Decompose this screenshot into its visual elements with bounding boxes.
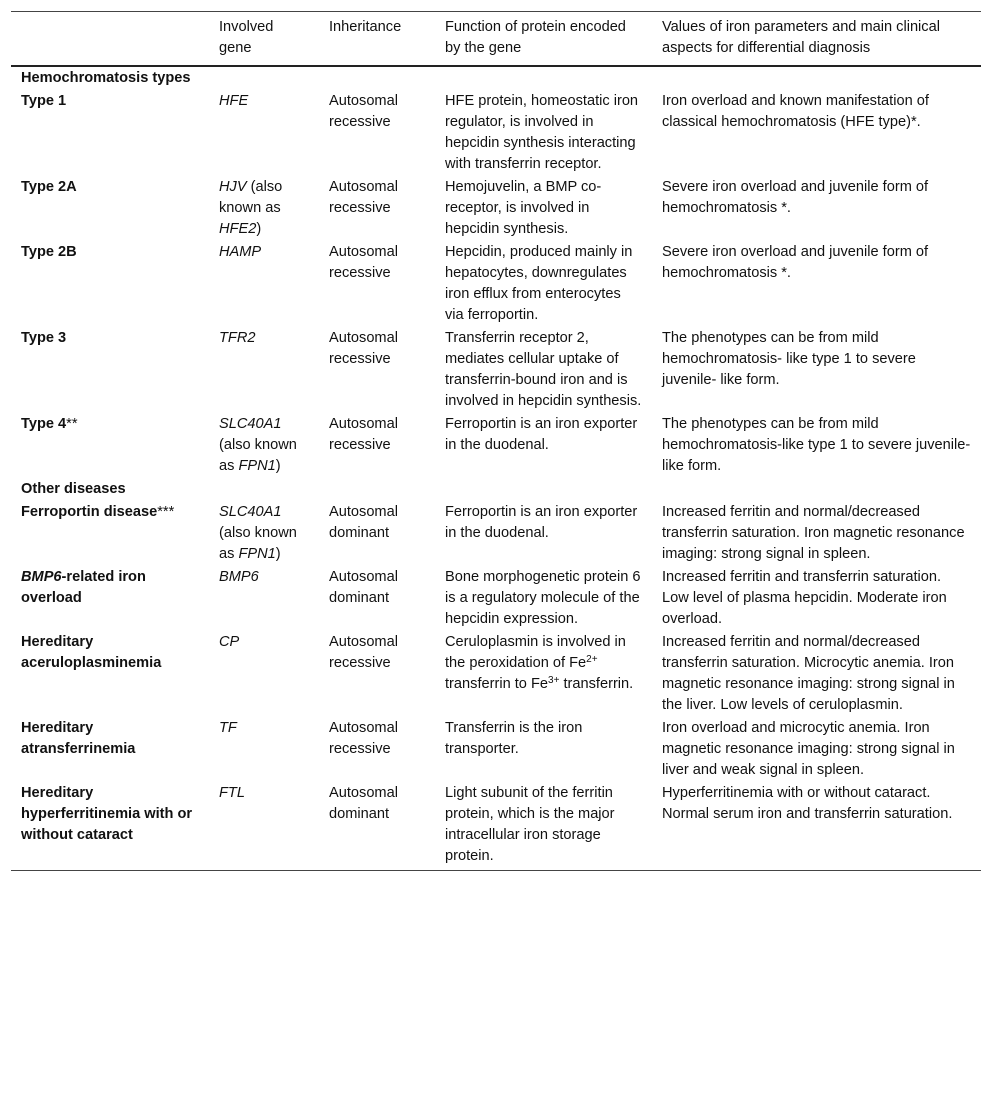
- table-row: [11, 241, 981, 327]
- table-row: [11, 327, 981, 413]
- disease-name-text: Ferroportin disease: [21, 504, 158, 520]
- protein-function: Ferroportin is an iron exporter in the duodenal.: [445, 504, 638, 541]
- disease-name: Hereditary hyperferritinemia with or without cataract: [11, 782, 209, 871]
- disease-name: Type 3: [21, 330, 67, 346]
- table-row: [11, 566, 981, 631]
- disease-name: Hereditary atransferrinemia: [21, 720, 136, 757]
- disease-name-gene: BMP6: [21, 569, 62, 585]
- header-inheritance: Inheritance: [319, 12, 435, 67]
- gene-alias-text: (also known as: [219, 525, 297, 562]
- inheritance: Autosomal recessive: [329, 720, 398, 757]
- footnote-mark: **: [66, 416, 78, 432]
- table-row: [11, 631, 981, 717]
- section-row: [11, 66, 981, 90]
- clinical-values: The phenotypes can be from mild hemochromatosis- like type 1 to severe juvenile- like form.: [662, 330, 916, 388]
- inheritance: Autosomal dominant: [319, 782, 435, 871]
- inheritance: Autosomal recessive: [329, 179, 398, 216]
- disease-name: [11, 501, 209, 566]
- protein-function: Hemojuvelin, a BMP co-receptor, is involved in hepcidin synthesis.: [445, 179, 602, 237]
- protein-function: Transferrin receptor 2, mediates cellular uptake of transferrin-bound iron and is involved in hepcidin synthesis.: [445, 330, 642, 409]
- protein-function: [435, 631, 652, 717]
- superscript: 3+: [548, 675, 560, 686]
- iron-overload-disorders-table: [11, 11, 981, 871]
- inheritance: Autosomal recessive: [329, 416, 398, 453]
- gene: CP: [219, 634, 240, 650]
- gene-alias-close: ): [256, 221, 262, 237]
- protein-function: Hepcidin, produced mainly in hepatocytes, downregulates iron efflux from enterocytes via ferroportin.: [445, 244, 633, 323]
- disease-name: Hereditary aceruloplasminemia: [21, 634, 162, 671]
- superscript: 2+: [586, 654, 598, 665]
- clinical-values: Increased ferritin and normal/decreased transferrin saturation. Microcytic anemia. Iron magnetic resonance imaging: strong signal in the liver. Low levels of ceruloplasmin.: [662, 634, 955, 713]
- table-row: [11, 501, 981, 566]
- disease-name: [11, 413, 209, 478]
- protein-function: Light subunit of the ferritin protein, which is the major intracellular iron storage protein.: [435, 782, 652, 871]
- protein-function: Ferroportin is an iron exporter in the duodenal.: [445, 416, 638, 453]
- gene: TFR2: [219, 330, 256, 346]
- clinical-values: Hyperferritinemia with or without cataract. Normal serum iron and transferrin saturation.: [652, 782, 981, 871]
- gene: BMP6: [219, 569, 259, 585]
- gene: [209, 413, 319, 478]
- gene-symbol: SLC40A1: [219, 504, 282, 520]
- gene-alias: HFE2: [219, 221, 257, 237]
- protein-function: HFE protein, homeostatic iron regulator, is involved in hepcidin synthesis interacting with transferrin receptor.: [445, 93, 639, 172]
- gene-alias-text: (also known as: [219, 179, 283, 216]
- function-text: Ceruloplasmin is involved in the peroxidation of Fe: [445, 634, 626, 671]
- section-other-diseases: Other diseases: [21, 481, 126, 497]
- table-row: [11, 90, 981, 176]
- gene: [209, 176, 319, 241]
- inheritance: Autosomal recessive: [329, 634, 398, 671]
- gene: HFE: [219, 93, 249, 109]
- gene: HAMP: [219, 244, 262, 260]
- function-text: transferrin.: [559, 676, 634, 692]
- inheritance: Autosomal dominant: [329, 504, 398, 541]
- table-row: [11, 413, 981, 478]
- disease-name: Type 2A: [21, 179, 77, 195]
- clinical-values: Iron overload and microcytic anemia. Iron magnetic resonance imaging: strong signal in liver and weak signal in spleen.: [662, 720, 955, 778]
- gene-alias: FPN1: [238, 546, 276, 562]
- protein-function: Bone morphogenetic protein 6 is a regulatory molecule of the hepcidin expression.: [445, 569, 641, 627]
- clinical-values: Severe iron overload and juvenile form of hemochromatosis *.: [662, 179, 929, 216]
- function-text: transferrin to Fe: [445, 676, 549, 692]
- gene: [209, 501, 319, 566]
- gene-alias-close: ): [275, 546, 281, 562]
- clinical-values: The phenotypes can be from mild hemochromatosis-like type 1 to severe juvenile-like form.: [662, 416, 971, 474]
- gene: TF: [219, 720, 237, 736]
- clinical-values: Increased ferritin and normal/decreased transferrin saturation. Iron magnetic resonance imaging: strong signal in spleen.: [662, 504, 965, 562]
- gene-symbol: SLC40A1: [219, 416, 282, 432]
- inheritance: Autosomal recessive: [329, 330, 398, 367]
- gene-alias-text: (also known as: [219, 437, 297, 474]
- clinical-values: Iron overload and known manifestation of classical hemochromatosis (HFE type)*.: [662, 93, 929, 130]
- disease-name: Type 2B: [21, 244, 77, 260]
- disease-name: Type 1: [21, 93, 67, 109]
- disease-name-text: -related iron overload: [21, 569, 146, 606]
- clinical-values: Increased ferritin and transferrin saturation. Low level of plasma hepcidin. Moderate iron overload.: [662, 569, 947, 627]
- gene-alias-close: ): [275, 458, 281, 474]
- inheritance: Autosomal recessive: [329, 93, 398, 130]
- section-row: [11, 478, 981, 501]
- header-gene: Involved gene: [209, 12, 319, 67]
- inheritance: Autosomal recessive: [329, 244, 398, 281]
- header-function: Function of protein encoded by the gene: [435, 12, 652, 67]
- section-hemochromatosis: Hemochromatosis types: [21, 70, 191, 86]
- protein-function: Transferrin is the iron transporter.: [445, 720, 583, 757]
- table-row: [11, 176, 981, 241]
- header-values: Values of iron parameters and main clinical aspects for differential diagnosis: [652, 12, 981, 67]
- gene-symbol: HJV: [219, 179, 247, 195]
- inheritance: Autosomal dominant: [329, 569, 398, 606]
- table-row: [11, 717, 981, 782]
- disease-name: [11, 566, 209, 631]
- disease-name-text: Type 4: [21, 416, 67, 432]
- gene: FTL: [209, 782, 319, 871]
- table-row: [11, 782, 981, 871]
- footnote-mark: ***: [157, 504, 175, 520]
- gene-alias: FPN1: [238, 458, 276, 474]
- table-header-row: [11, 12, 981, 67]
- header-disease: [11, 12, 209, 67]
- clinical-values: Severe iron overload and juvenile form of hemochromatosis *.: [662, 244, 929, 281]
